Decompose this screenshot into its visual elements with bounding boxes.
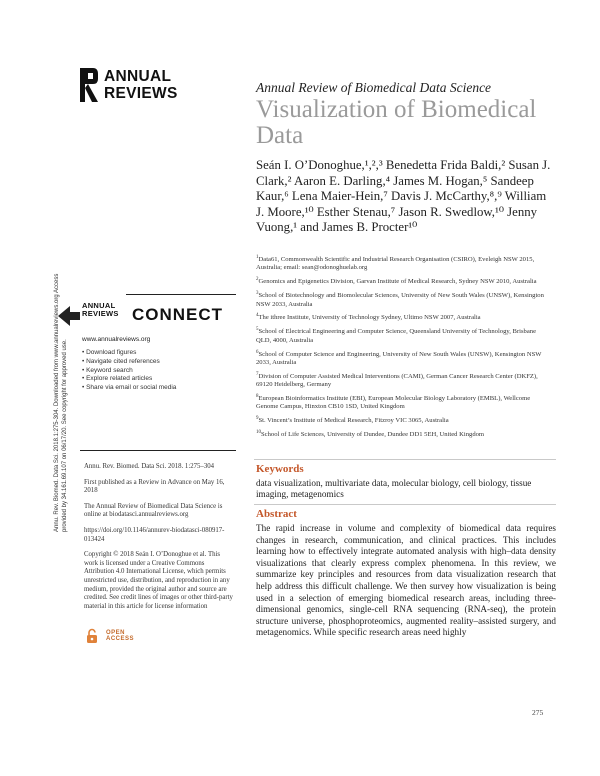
- affiliation-item: $^4$The ithree Institute, University of Technology Sydney, Ultimo NSW 2007, Australia: [256, 313, 481, 322]
- author-list: Seán I. O’Donoghue,¹,²,³ Benedetta Frida Baldi,² Susan J. Clark,² Aaron E. Darling,⁴ James M. Hogan,⁵ Sandeep Kaur,⁶ Lena Maier-Hein,⁷ Davis J. McCarthy,⁸,⁹ William J. Moore,¹⁰ Esther Stenau,⁷ Jason R. Swedlow,¹⁰ Jenny Vuong,¹ and James B. Procter¹⁰: [256, 158, 551, 235]
- arrow-left-icon: [58, 306, 70, 326]
- affiliation-item: $^7$Division of Computer Assisted Medical Interventions (CAMI), German Cancer Research Center (DKFZ), 69120 Heidelberg, Germany: [256, 371, 538, 389]
- journal-name: Annual Review of Biomedical Data Science: [256, 80, 492, 95]
- connect-box[interactable]: [72, 292, 238, 452]
- divider: [80, 450, 236, 451]
- affiliation-item: $^6$School of Computer Science and Engineering, University of New South Wales (UNSW), Kensington NSW 2033, Australia: [256, 349, 542, 366]
- page-number: 275: [532, 708, 544, 717]
- connect-feature-item[interactable]: • Keyword search: [82, 367, 176, 376]
- connect-feature-item[interactable]: • Share via email or social media: [82, 384, 176, 393]
- connect-feature-item[interactable]: • Navigate cited references: [82, 358, 176, 367]
- affiliations: [256, 254, 546, 443]
- keywords: data visualization, multivariate data, molecular biology, cell biology, tissue imaging, metagenomics: [256, 478, 532, 499]
- connect-feature-list: [82, 349, 176, 393]
- download-notice-text: Annu. Rev. Biomed. Data Sci. 2018.1:275-304. Downloaded from www.annualreviews.org Access provided by 34.161.69.107 on 06/17/20. See copyright for approved use.: [54, 273, 68, 532]
- connect-title: CONNECT: [132, 305, 224, 324]
- abstract-heading: Abstract: [256, 508, 297, 520]
- doi-link[interactable]: https://doi.org/10.1146/annurev-biodatasci-080917-013424: [84, 526, 225, 543]
- article-metadata: [84, 463, 234, 618]
- arrow-icon-bar: [70, 312, 80, 320]
- open-access-label: OPEN ACCESS: [106, 630, 135, 642]
- affiliation-item: $^9$St. Vincent’s Institute of Medical Research, Fitzroy VIC 3065, Australia: [256, 416, 449, 425]
- divider: [254, 504, 556, 505]
- affiliation-item: $^1$Data61, Commonwealth Scientific and Industrial Research Organisation (CSIRO), Eveleigh NSW 2015, Australia; email: sean@odonoghuelab.org: [256, 255, 535, 272]
- open-lock-icon: [84, 628, 100, 644]
- article-title: Visualization of Biomedical Data: [256, 96, 537, 149]
- keywords-heading: Keywords: [256, 463, 304, 475]
- connect-brand-line2: REVIEWS: [82, 309, 119, 318]
- published-date: First published as a Review in Advance on May 16, 2018: [84, 478, 225, 495]
- citation: Annu. Rev. Biomed. Data Sci. 2018. 1:275–304: [84, 463, 215, 470]
- download-notice: [54, 252, 68, 532]
- annual-reviews-logo: [80, 68, 220, 102]
- online-note: The Annual Review of Biomedical Data Science is online at biodatasci.annualreviews.org: [84, 502, 223, 519]
- connect-url-link[interactable]: www.annualreviews.org: [82, 336, 151, 343]
- open-access-badge: [84, 628, 154, 642]
- affiliation-item: $^8$European Bioinformatics Institute (EBI), European Molecular Biology Laboratory (EMBL), Wellcome Genome Campus, Hinxton CB10 1SD, United Kingdom: [256, 393, 531, 411]
- divider: [126, 294, 236, 295]
- affiliation-item: $^2$Genomics and Epigenetics Division, Garvan Institute of Medical Research, Sydney NSW 2010, Australia: [256, 277, 537, 286]
- connect-feature-item[interactable]: • Explore related articles: [82, 375, 176, 384]
- copyright-notice: Copyright © 2018 Seán I. O’Donoghue et al. This work is licensed under a Creative Commons Attribution 4.0 International License, which permits unrestricted use, distribution, and reproduction in any medium, provided the original author and source are credited. See credit lines of images or other third-party material in this article for license information: [84, 551, 233, 610]
- divider: [254, 459, 556, 460]
- abstract-body: The rapid increase in volume and complexity of biomedical data requires changes in research, communication, and clinical practices. This includes learning how to effectively integrate automated analysis with high–data density visualizations that clearly express complex phenomena. In this review, we summarize key principles and resources from data visualization research that help address this difficult challenge. We then survey how visualization is being used in a selection of emerging biomedical research areas, including three-dimensional genomics, single-cell RNA sequencing (RNA-seq), the protein structure universe, phosphoproteomics, augmented reality–assisted surgery, and metagenomics. While specific research areas need highly: [256, 523, 556, 638]
- affiliation-item: $^3$School of Biotechnology and Biomolecular Sciences, University of New South Wales (UNSW), Kensington NSW 2033, Australia: [256, 291, 544, 308]
- connect-brand: [82, 302, 119, 318]
- annual-reviews-logo-icon: [80, 68, 98, 102]
- affiliation-item: $^{10}$School of Life Sciences, University of Dundee, Dundee DD1 5EH, United Kingdom: [256, 430, 485, 439]
- logo-line2: REVIEWS: [104, 85, 178, 102]
- connect-brand-line1: ANNUAL: [82, 301, 116, 310]
- logo-line1: ANNUAL: [104, 68, 172, 85]
- affiliation-item: $^5$School of Electrical Engineering and Computer Science, Queensland University of Technology, Brisbane QLD, 4000, Australia: [256, 327, 536, 344]
- logo-wordmark: [104, 68, 178, 102]
- connect-feature-item[interactable]: • Download figures: [82, 349, 176, 358]
